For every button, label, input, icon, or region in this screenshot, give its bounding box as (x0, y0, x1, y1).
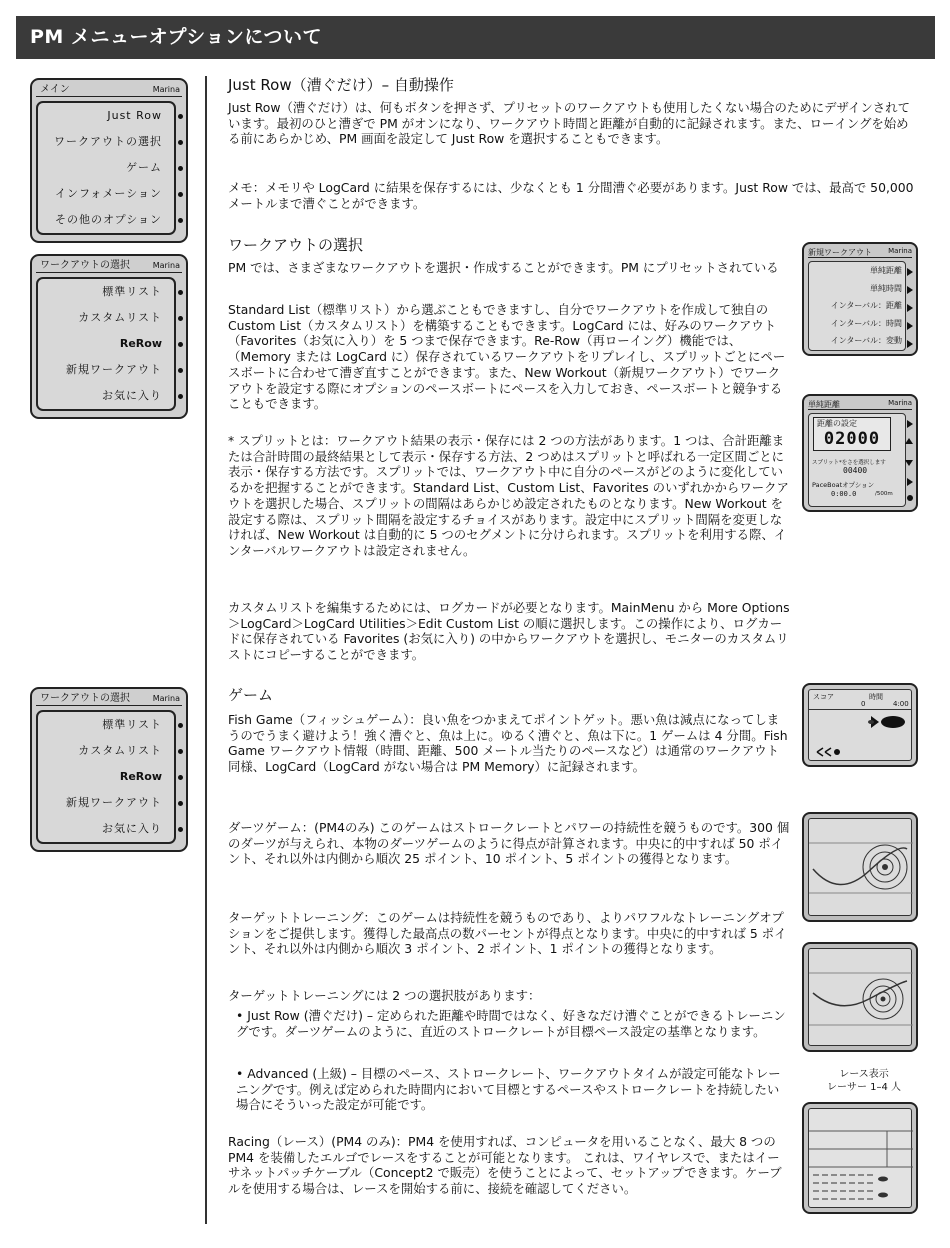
main-menu-panel (30, 78, 188, 243)
workout-menu-panel (30, 254, 188, 419)
option-single-distance[interactable]: 単純距離 (870, 266, 902, 275)
paceboat-value[interactable]: 0:00.0 (831, 490, 857, 498)
menu-item-new-workout[interactable]: 新規ワークアウト (38, 790, 174, 816)
select-button-icon[interactable] (178, 723, 183, 728)
split-value[interactable]: 00400 (843, 466, 868, 475)
menu-list (36, 277, 176, 411)
menu-item-just-row[interactable]: Just Row (38, 103, 174, 129)
distance-label: 距離の設定 (817, 419, 857, 428)
section-heading-workout: ワークアウトの選択 (228, 236, 364, 254)
select-button-icon[interactable] (178, 801, 183, 806)
brand-label: Marina (152, 694, 180, 703)
memo-paragraph: メモ：メモリや LogCard に結果を保存するには、少なくとも 1 分間漕ぐ必要があります。Just Row では、最高で 50,000 メートルまで漕ぐことができます。 (228, 180, 914, 211)
paceboat-label: PaceBoatオプション (812, 481, 875, 489)
menu-item-favorites[interactable]: お気に入り (38, 816, 174, 842)
select-button-icon[interactable] (178, 316, 183, 321)
brand-label: Marina (152, 261, 180, 270)
fish-game-display (808, 689, 912, 761)
page-header (16, 16, 935, 59)
darts-game-paragraph: ダーツゲーム：(PM4のみ) このゲームはストロークレートとパワーの持続性を競うものです。300 個のダーツが与えられ、本物のダーツゲームのように得点が計算されます。中央に的中すれば 50 ポイント、それ以外は内側から順次 25 ポイント、10 ポイント、5 ポイントの獲得となります。 (228, 820, 790, 867)
fish-game-paragraph: Fish Game（フィッシュゲーム）：良い魚をつかまえてポイントゲット。悪い魚は減点になってしまうのでうまく避けよう！強く漕ぐと、魚は上に。ゆるく漕ぐと、魚は下に。1 ゲームは 4 分間。Fish Game ワークアウト情報（時間、距離、500 メートル当たりのペースなど）は通常のワークアウト同様、LogCard（LogCard がない場合は PM Memory）に記録されます。 (228, 712, 788, 775)
just-row-paragraph: Just Row（漕ぐだけ）は、何もボタンを押さず、プリセットのワークアウトも使用したくない場合のためにデザインされています。最初のひと漕ぎで PM がオンになり、ワークアウト時間と距離が自動的に記録されます。また、ローイングを始める前にあらかじめ、PM 画面を設定して Just Row を選択することもできます。 (228, 100, 910, 147)
distance-value: 02000 (823, 429, 881, 449)
side-buttons-icon (905, 268, 915, 348)
screen-body (808, 413, 906, 507)
target-icon (809, 949, 913, 1047)
select-button-icon[interactable] (178, 394, 183, 399)
screen-title: 単純距離 (808, 400, 840, 409)
menu-item-games[interactable]: ゲーム (38, 155, 174, 181)
menu-item-more-options[interactable]: その他のオプション (38, 207, 174, 233)
brand-label: Marina (152, 85, 180, 94)
menu-item-select-workout[interactable]: ワークアウトの選択 (38, 129, 174, 155)
column-divider (205, 76, 207, 1224)
target-training-paragraph: ターゲットトレーニング：このゲームは持続性を競うものであり、よりパワフルなトレーニングオプションをご提供します。獲得した最高点の数パーセントが得点となります。中央に的中すれば 5 ポイント、それ以外は内側から順次 3 ポイント、2 ポイント、1 ポイントの獲得となります。 (228, 910, 787, 957)
custom-list-paragraph: カスタムリストを編集するためには、ログカードが必要となります。MainMenu から More Options＞LogCard＞LogCard Utilities＞Edit Custom List の順に選択します。この操作により、ログカードに保存されている Favorites (お気に入り) の中からワークアウトを選択し、モニターのカスタムリストにコピーすることができます。 (228, 600, 790, 663)
racing-caption (806, 1068, 922, 1094)
menu-item-new-workout[interactable]: 新規ワークアウト (38, 357, 174, 383)
racing-display (808, 1108, 912, 1208)
race-lanes-icon (809, 1109, 913, 1209)
screen-title-bar (808, 247, 912, 258)
menu-title-bar (36, 692, 182, 706)
time-value: 4:00 (893, 700, 909, 708)
menu-list (36, 101, 176, 235)
select-button-icon[interactable] (178, 192, 183, 197)
menu-item-favorites[interactable]: お気に入り (38, 383, 174, 409)
score-label: スコア (813, 693, 834, 701)
target-option-advanced: • Advanced (上級) – 目標のペース、ストロークレート、ワークアウトタイムが設定可能なトレーニングです。例えば定められた時間内において目標とするペースやストロークレートを持続したい場合にそういった設定が可能です。 (236, 1066, 781, 1113)
brand-label: Marina (888, 247, 912, 255)
target-option-just-row: • Just Row (漕ぐだけ) – 定められた距離や時間ではなく、好きなだけ漕ぐことができるトレーニングです。ダーツゲームのように、直近のストロークレートが目標ペース設定の基準となります。 (236, 1008, 786, 1039)
pace-unit: /500m (875, 491, 893, 497)
select-button-icon[interactable] (178, 114, 183, 119)
menu-item-rerow[interactable]: ReRow (38, 331, 174, 357)
racing-screen (802, 1102, 918, 1214)
target-options-intro: ターゲットトレーニングには 2 つの選択肢があります： (228, 988, 541, 1003)
option-interval-distance[interactable]: インターバル：距離 (830, 301, 902, 311)
boat-icon (815, 746, 845, 758)
side-buttons-icon (905, 420, 915, 504)
select-button-icon[interactable] (178, 342, 183, 347)
screen-list (808, 261, 906, 351)
new-workout-screen (802, 242, 918, 356)
workout-menu-panel-2 (30, 687, 188, 852)
racing-paragraph: Racing（レース）(PM4 のみ)：PM4 を使用すれば、コンピュータを用いることなく、最大 8 つの PM4 を装備したエルゴでレースをすることが可能となります。 これは、ワイヤレスで、またはイーサネットパッチケーブル（Concept2 で販売）を使うことによって、セットアップできます。ケーブルを使用する場合は、レースを開始する前に、接続を確認してください。 (228, 1134, 782, 1197)
target-training-screen (802, 942, 918, 1052)
split-label: スプリット*をさを選択します (812, 460, 886, 466)
split-explanation-paragraph: * スプリットとは：ワークアウト結果の表示・保存には 2 つの方法があります。1 つは、合計距離または合計時間の最終結果として表示・保存する方法、2 つめはスプリットと呼ばれる一定区間ごとに表示・保存する方法です。スプリットでは、ワークアウト中に自分のペースがどのように変化しているかを把握することができます。Standard List、Custom List、Favorites のいずれかからワークアウトを選択した場合、スプリットの間隔はあらかじめ設定されたものとなります。New Workout を設定する際は、スプリット間隔を設定するチョイスがあります。設定中にスプリット間隔を変更しなければ、New Workout は自動的に 5 つのセグメントに分けられます。スプリットを利用する際、インターバルワークアウトは設定されません。 (228, 433, 789, 558)
menu-title: メイン (40, 84, 70, 95)
racing-caption-title: レース表示 (839, 1069, 889, 1080)
section-heading-games: ゲーム (228, 686, 274, 704)
menu-item-standard-list[interactable]: 標準リスト (38, 712, 174, 738)
select-button-icon[interactable] (178, 749, 183, 754)
distance-field[interactable] (813, 417, 891, 451)
screen-title: 新規ワークアウト (808, 248, 872, 257)
racing-caption-sub: レーサー 1–4 人 (826, 1082, 902, 1093)
menu-item-standard-list[interactable]: 標準リスト (38, 279, 174, 305)
menu-item-custom-list[interactable]: カスタムリスト (38, 738, 174, 764)
select-button-icon[interactable] (178, 166, 183, 171)
darts-game-screen (802, 812, 918, 922)
workout-lists-paragraph: Standard List（標準リスト）から選ぶこともできますし、自分でワークアウトを作成して独自の Custom List（カスタムリスト）を構築することもできます。LogCard には、好みのワークアウト（Favorites（お気に入り）を 5 つまで保存できます。Re-Row（再ローイング）機能では、（Memory または LogCard に）保存されているワークアウトをリプレイし、スプリットごとにペースボートに合わせて漕ぎ直すことができます。また、New Workout（新規ワークアウト）でワークアウトを設定する際にオプションのペースボートにペースを入力しておき、ペースボートと競争することもできます。 (228, 302, 786, 412)
fish-icon (865, 712, 909, 732)
select-button-icon[interactable] (178, 218, 183, 223)
menu-list (36, 710, 176, 844)
select-button-icon[interactable] (178, 775, 183, 780)
menu-title: ワークアウトの選択 (40, 693, 130, 704)
select-button-icon[interactable] (178, 368, 183, 373)
menu-title-bar (36, 83, 182, 97)
score-value: 0 (861, 700, 866, 708)
select-button-icon[interactable] (178, 827, 183, 832)
menu-item-rerow[interactable]: ReRow (38, 764, 174, 790)
dartboard-icon (809, 819, 913, 917)
time-label: 時間 (869, 693, 883, 701)
page-title: PM メニューオプションについて (30, 26, 322, 48)
option-single-time[interactable]: 単純時間 (870, 283, 902, 293)
menu-item-custom-list[interactable]: カスタムリスト (38, 305, 174, 331)
brand-label: Marina (888, 399, 912, 407)
target-display (808, 948, 912, 1046)
select-button-icon[interactable] (178, 290, 183, 295)
screen-title-bar (808, 399, 912, 410)
fish-game-screen (802, 683, 918, 767)
menu-title: ワークアウトの選択 (40, 260, 130, 271)
workout-intro-paragraph: PM では、さまざまなワークアウトを選択・作成することができます。PM にプリセットされている (228, 260, 779, 275)
menu-title-bar (36, 259, 182, 273)
menu-item-information[interactable]: インフォメーション (38, 181, 174, 207)
section-heading-just-row: Just Row（漕ぐだけ）– 自動操作 (228, 76, 454, 94)
option-interval-time[interactable]: インターバル：時間 (830, 318, 902, 328)
darts-display (808, 818, 912, 916)
option-interval-variable[interactable]: インターバル：変動 (830, 336, 902, 346)
select-button-icon[interactable] (178, 140, 183, 145)
single-distance-screen (802, 394, 918, 512)
